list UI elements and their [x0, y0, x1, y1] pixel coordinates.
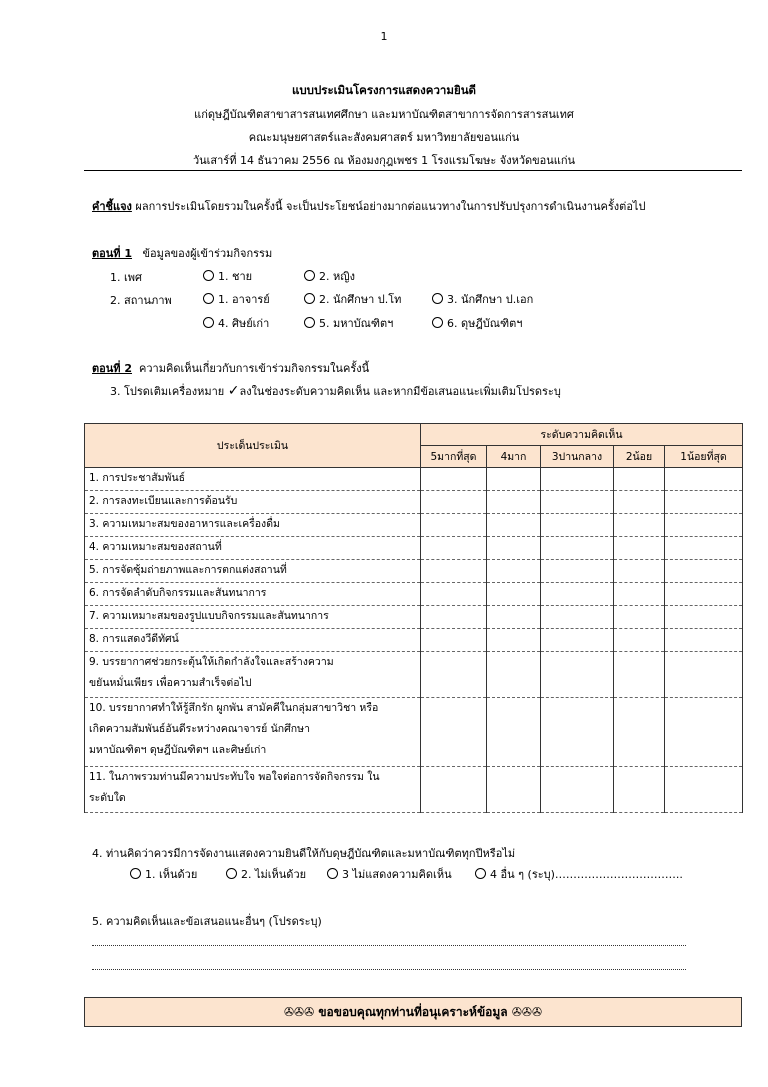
radio-icon[interactable]: [432, 293, 443, 304]
rating-cell[interactable]: [487, 537, 541, 560]
rating-cell[interactable]: [665, 698, 743, 767]
comment-line[interactable]: [92, 945, 686, 946]
form-title: แบบประเมินโครงการแสดงความยินดี: [291, 83, 477, 97]
rating-cell[interactable]: [421, 514, 487, 537]
table-row: [85, 468, 743, 491]
rating-cell[interactable]: [541, 583, 614, 606]
comment-line[interactable]: [92, 969, 686, 970]
part1-heading: [92, 244, 272, 262]
status-option-lecturer[interactable]: 1. อาจารย์: [203, 290, 270, 308]
rating-cell[interactable]: [487, 514, 541, 537]
radio-icon[interactable]: [130, 868, 141, 879]
rating-cell[interactable]: [614, 652, 665, 698]
status-option-master-student[interactable]: 2. นักศึกษา ป.โท: [304, 290, 401, 308]
rating-cell[interactable]: [665, 629, 743, 652]
radio-icon[interactable]: [203, 293, 214, 304]
column-header-level: ระดับความคิดเห็น: [421, 424, 743, 446]
rating-cell[interactable]: [487, 468, 541, 491]
rating-cell[interactable]: [665, 560, 743, 583]
rating-cell[interactable]: [421, 629, 487, 652]
rating-cell[interactable]: [614, 767, 665, 813]
rating-cell[interactable]: [665, 491, 743, 514]
evaluation-table: [84, 423, 743, 813]
status-question: 2. สถานภาพ: [110, 294, 172, 307]
evaluation-item: 11. ในภาพรวมท่านมีความประทับใจ พอใจต่อการจัดกิจกรรม ใน ระดับใด: [85, 767, 421, 813]
status-option-master-graduate[interactable]: 5. มหาบัณฑิตฯ: [304, 314, 393, 332]
header-divider: [84, 170, 742, 171]
instructions: [92, 197, 742, 215]
table-header-row: [85, 424, 743, 446]
rating-cell[interactable]: [541, 767, 614, 813]
instructions-text: ผลการประเมินโดยรวมในครั้งนี้ จะเป็นประโยชน์อย่างมากต่อแนวทางในการปรับปรุงการดำเนินงานครั้งต่อไป: [131, 200, 646, 213]
rating-cell[interactable]: [421, 537, 487, 560]
radio-icon[interactable]: [475, 868, 486, 879]
radio-icon[interactable]: [203, 270, 214, 281]
rating-cell[interactable]: [665, 767, 743, 813]
rating-cell[interactable]: [421, 583, 487, 606]
evaluation-item: 2. การลงทะเบียนและการต้อนรับ: [85, 491, 421, 514]
rating-cell[interactable]: [541, 514, 614, 537]
part2-title: ความคิดเห็นเกี่ยวกับการเข้าร่วมกิจกรรมในครั้งนี้: [139, 362, 370, 375]
header-line-4: วันเสาร์ที่ 14 ธันวาคม 2556 ณ ห้องมงกุฎเพชร 1 โรงแรมโฆษะ จังหวัดขอนแก่น: [192, 154, 576, 167]
rating-cell[interactable]: [665, 583, 743, 606]
part1-title: ข้อมูลของผู้เข้าร่วมกิจกรรม: [142, 247, 273, 260]
level-header: 5มากที่สุด: [421, 446, 487, 468]
rating-cell[interactable]: [614, 698, 665, 767]
table-row: [85, 560, 743, 583]
rating-cell[interactable]: [665, 652, 743, 698]
radio-icon[interactable]: [432, 317, 443, 328]
gender-option-male[interactable]: 1. ชาย: [203, 267, 252, 285]
q4-option-agree[interactable]: 1. เห็นด้วย: [130, 865, 197, 883]
table-row: [85, 698, 743, 767]
rating-cell[interactable]: [614, 583, 665, 606]
rating-cell[interactable]: [541, 468, 614, 491]
check-mark-icon: ✓: [227, 383, 240, 399]
radio-icon[interactable]: [304, 270, 315, 281]
rating-cell[interactable]: [487, 583, 541, 606]
rating-cell[interactable]: [421, 491, 487, 514]
rating-cell[interactable]: [614, 560, 665, 583]
q4-option-no-opinion[interactable]: 3 ไม่แสดงความคิดเห็น: [327, 865, 452, 883]
flower-icon: ✇✇✇: [511, 1005, 542, 1019]
level-header: 1น้อยที่สุด: [665, 446, 743, 468]
rating-cell[interactable]: [487, 652, 541, 698]
radio-icon[interactable]: [304, 293, 315, 304]
rating-cell[interactable]: [541, 560, 614, 583]
rating-cell[interactable]: [487, 698, 541, 767]
evaluation-item: 1. การประชาสัมพันธ์: [85, 468, 421, 491]
part2-heading: [92, 359, 369, 377]
header-line-2: แก่ดุษฎีบัณฑิตสาขาสารสนเทศศึกษา และมหาบัณฑิตสาขาการจัดการสารสนเทศ: [194, 108, 574, 121]
page-number: 1: [380, 30, 388, 43]
evaluation-item: 3. ความเหมาะสมของอาหารและเครื่องดื่ม: [85, 514, 421, 537]
rating-cell[interactable]: [487, 629, 541, 652]
radio-icon[interactable]: [203, 317, 214, 328]
rating-cell[interactable]: [487, 491, 541, 514]
rating-cell[interactable]: [421, 767, 487, 813]
rating-cell[interactable]: [421, 698, 487, 767]
table-row: [85, 537, 743, 560]
rating-cell[interactable]: [614, 468, 665, 491]
header-line-3: คณะมนุษยศาสตร์และสังคมศาสตร์ มหาวิทยาลัยขอนแก่น: [248, 131, 520, 144]
table-row: [85, 583, 743, 606]
rating-cell[interactable]: [541, 491, 614, 514]
evaluation-item: 8. การแสดงวีดีทัศน์: [85, 629, 421, 652]
table-row: [85, 652, 743, 698]
rating-cell[interactable]: [614, 514, 665, 537]
table-row: [85, 629, 743, 652]
radio-icon[interactable]: [327, 868, 338, 879]
instructions-label: คำชี้แจง: [92, 200, 132, 213]
flower-icon: ✇✇✇: [284, 1005, 315, 1019]
gender-question: 1. เพศ: [110, 271, 142, 284]
level-header: 4มาก: [487, 446, 541, 468]
evaluation-item: 10. บรรยากาศทำให้รู้สึกรัก ผูกพัน สามัคคีในกลุ่มสาขาวิชา หรือ เกิดความสัมพันธ์อันดีระหว่างคณาจารย์ นักศึกษา มหาบัณฑิตฯ ดุษฎีบัณฑิตฯ และศิษย์เก่า: [85, 698, 421, 767]
rating-cell[interactable]: [541, 537, 614, 560]
rating-cell[interactable]: [541, 629, 614, 652]
thank-you-banner: [84, 997, 742, 1027]
gender-option-female[interactable]: 2. หญิง: [304, 267, 355, 285]
rating-cell[interactable]: [665, 606, 743, 629]
level-header: 3ปานกลาง: [541, 446, 614, 468]
radio-icon[interactable]: [226, 868, 237, 879]
rating-cell[interactable]: [421, 606, 487, 629]
status-option-doctoral-student[interactable]: 3. นักศึกษา ป.เอก: [432, 290, 533, 308]
rating-cell[interactable]: [421, 468, 487, 491]
table-row: [85, 606, 743, 629]
rating-cell[interactable]: [541, 606, 614, 629]
q4-option-disagree[interactable]: 2. ไม่เห็นด้วย: [226, 865, 306, 883]
rating-cell[interactable]: [665, 468, 743, 491]
rating-cell[interactable]: [487, 606, 541, 629]
rating-cell[interactable]: [614, 537, 665, 560]
table-row: [85, 514, 743, 537]
rating-cell[interactable]: [665, 537, 743, 560]
evaluation-item: 4. ความเหมาะสมของสถานที่: [85, 537, 421, 560]
evaluation-item: 5. การจัดซุ้มถ่ายภาพและการตกแต่งสถานที่: [85, 560, 421, 583]
table-row: [85, 491, 743, 514]
part2-label: ตอนที่ 2: [92, 362, 133, 375]
evaluation-item: 6. การจัดลำดับกิจกรรมและสันทนาการ: [85, 583, 421, 606]
radio-icon[interactable]: [304, 317, 315, 328]
level-header: 2น้อย: [614, 446, 665, 468]
rating-cell[interactable]: [487, 767, 541, 813]
question-4: 4. ท่านคิดว่าควรมีการจัดงานแสดงความยินดีให้กับดุษฎีบัณฑิตและมหาบัณฑิตทุกปีหรือไม่: [92, 847, 516, 860]
part2-instruction: 3. โปรดเติมเครื่องหมาย ✓ลงในช่องระดับความคิดเห็น และหากมีข้อเสนอแนะเพิ่มเติมโปรดระบุ: [110, 383, 561, 399]
question-5: 5. ความคิดเห็นและข้อเสนอแนะอื่นๆ (โปรดระบุ): [92, 915, 322, 928]
rating-cell[interactable]: [665, 514, 743, 537]
thank-you-text: ขอขอบคุณทุกท่านที่อนุเคราะห์ข้อมูล: [314, 1005, 512, 1019]
evaluation-item: 9. บรรยากาศช่วยกระตุ้นให้เกิดกำลังใจและสร้างความ ขยันหมั่นเพียร เพื่อความสำเร็จต่อไป: [85, 652, 421, 698]
column-header-item: ประเด็นประเมิน: [85, 424, 421, 468]
table-row: [85, 767, 743, 813]
rating-cell[interactable]: [614, 491, 665, 514]
rating-cell[interactable]: [614, 629, 665, 652]
q4-option-other[interactable]: 4 อื่น ๆ (ระบุ)……………………………..: [475, 865, 683, 883]
rating-cell[interactable]: [541, 652, 614, 698]
evaluation-item: 7. ความเหมาะสมของรูปแบบกิจกรรมและสันทนาการ: [85, 606, 421, 629]
rating-cell[interactable]: [421, 652, 487, 698]
status-option-doctoral-graduate[interactable]: 6. ดุษฎีบัณฑิตฯ: [432, 314, 522, 332]
rating-cell[interactable]: [541, 698, 614, 767]
status-option-alumni[interactable]: 4. ศิษย์เก่า: [203, 314, 269, 332]
part1-label: ตอนที่ 1: [92, 247, 133, 260]
rating-cell[interactable]: [421, 560, 487, 583]
rating-cell[interactable]: [614, 606, 665, 629]
rating-cell[interactable]: [487, 560, 541, 583]
